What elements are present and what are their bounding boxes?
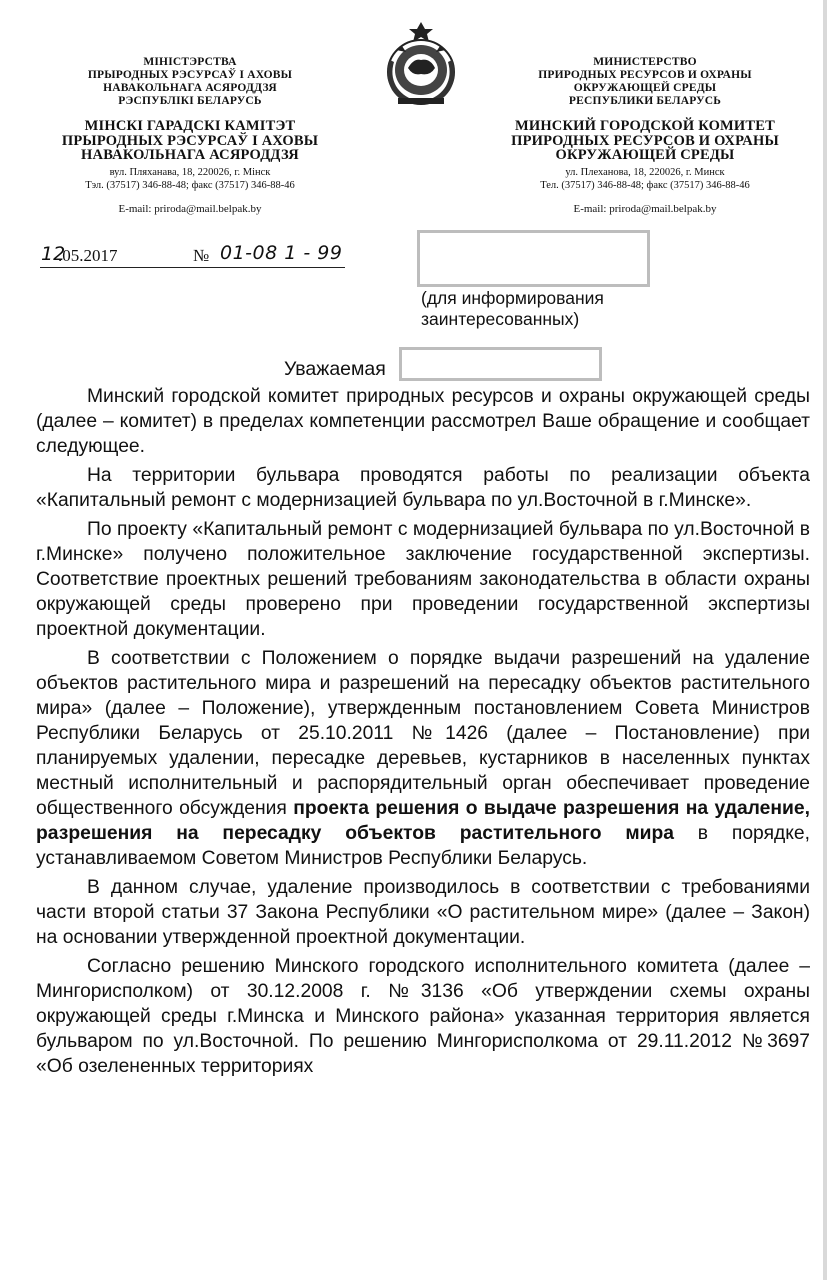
salutation: Уважаемая [284, 358, 386, 380]
paragraph-4: В соответствии с Положением о порядке выдачи разрешений на удаление объектов растительного мира и разрешений на пересадку объектов растительного мира» (далее – Положение), утвержденным постановлением Совета Министров Республики Беларусь от 25.10.2011 №1426 (далее – Постановление) при планируемых удалении, пересадке деревьев, кустарников в населенных пунктах местный исполнительный и распорядительный орган обеспечивает проведение общественного обсуждения проекта решения о выдаче разрешения на удаление, разрешения на пересадку объектов растительного мира в порядке, устанавливаемом Советом Министров Республики Беларусь. [36, 648, 810, 869]
letter-body [36, 384, 810, 1083]
email-be: E-mail: priroda@mail.belpak.by [118, 202, 262, 215]
addressee-note: (для информирования заинтересованных) [421, 288, 604, 329]
number-sign: № [193, 246, 210, 265]
registration-line [40, 240, 345, 270]
paragraph-2: На территории бульвара проводятся работы по реализации объекта «Капитальный ремонт с модернизацией бульвара по ул.Восточной в г.Минске». [36, 465, 810, 511]
page-edge [823, 0, 827, 1280]
paragraph-6: Согласно решению Минского городского исполнительного комитета (далее – Мингорисполком) от 30.12.2008 г. №3136 «Об утверждении схемы охраны окружающей среды г.Минска и Минского района» указанная территория является бульваром по ул.Восточной. По решению Мингорисполкома от 29.11.2012 №3697 «Об озелененных территориях [36, 956, 810, 1077]
address-ru: ул. Плеханова, 18, 220026, г. Минск Тел. (37517) 346-88-48; факс (37517) 346-88-46 [540, 166, 750, 191]
paragraph-3: По проекту «Капитальный ремонт с модернизацией бульвара по ул.Восточной в г.Минске» получено положительное заключение государственной экспертизы. Соответствие проектных решений требованиям законодательства в области охраны окружающей среды проверено при проведении государственной экспертизы проектной документации. [36, 519, 810, 640]
state-emblem-icon [378, 20, 464, 108]
committee-name-ru: МИНСКИЙ ГОРОДСКОЙ КОМИТЕТ ПРИРОДНЫХ РЕСУРСОВ И ОХРАНЫ ОКРУЖАЮЩЕЙ СРЕДЫ [511, 118, 779, 163]
email-ru: E-mail: priroda@mail.belpak.by [573, 202, 717, 215]
letterhead-left [40, 56, 340, 215]
ministry-name-ru: МИНИСТЕРСТВО ПРИРОДНЫХ РЕСУРСОВ И ОХРАНЫ ОКРУЖАЮЩЕЙ СРЕДЫ РЕСПУБЛИКИ БЕЛАРУСЬ [538, 56, 752, 107]
redacted-name [399, 347, 602, 381]
ministry-name-be: МІНІСТЭРСТВА ПРЫРОДНЫХ РЭСУРСАЎ І АХОВЫ НАВАКОЛЬНАГА АСЯРОДДЗЯ РЭСПУБЛІКІ БЕЛАРУСЬ [87, 56, 293, 107]
handwritten-number: 01-08 1 - 99 [220, 242, 343, 264]
letterhead-right [490, 56, 800, 215]
bold-phrase: проекта решения о выдаче разрешения на удаление, разрешения на пересадку объектов растительного мира [36, 798, 810, 844]
redacted-addressee [417, 230, 650, 287]
address-be: вул. Пляханава, 18, 220026, г. Мінск Тэл. (37517) 346-88-48; факс (37517) 346-88-46 [85, 166, 295, 191]
committee-name-be: МІНСКІ ГАРАДСКІ КАМІТЭТ ПРЫРОДНЫХ РЭСУРСАЎ І АХОВЫ НАВАКОЛЬНАГА АСЯРОДДЗЯ [61, 118, 319, 163]
registration-underline [40, 267, 345, 268]
paragraph-1: Минский городской комитет природных ресурсов и охраны окружающей среды (далее – комитет) в пределах компетенции рассмотрел Ваше обращение и сообщает следующее. [36, 386, 810, 457]
paragraph-5: В данном случае, удаление производилось в соответствии с требованиями части второй статьи 37 Закона Республики «О растительном мире» (далее – Закон) на основании утвержденной проектной документации. [36, 877, 810, 948]
handwritten-day: 12 [41, 243, 66, 265]
printed-date: .05.2017 [58, 246, 118, 265]
